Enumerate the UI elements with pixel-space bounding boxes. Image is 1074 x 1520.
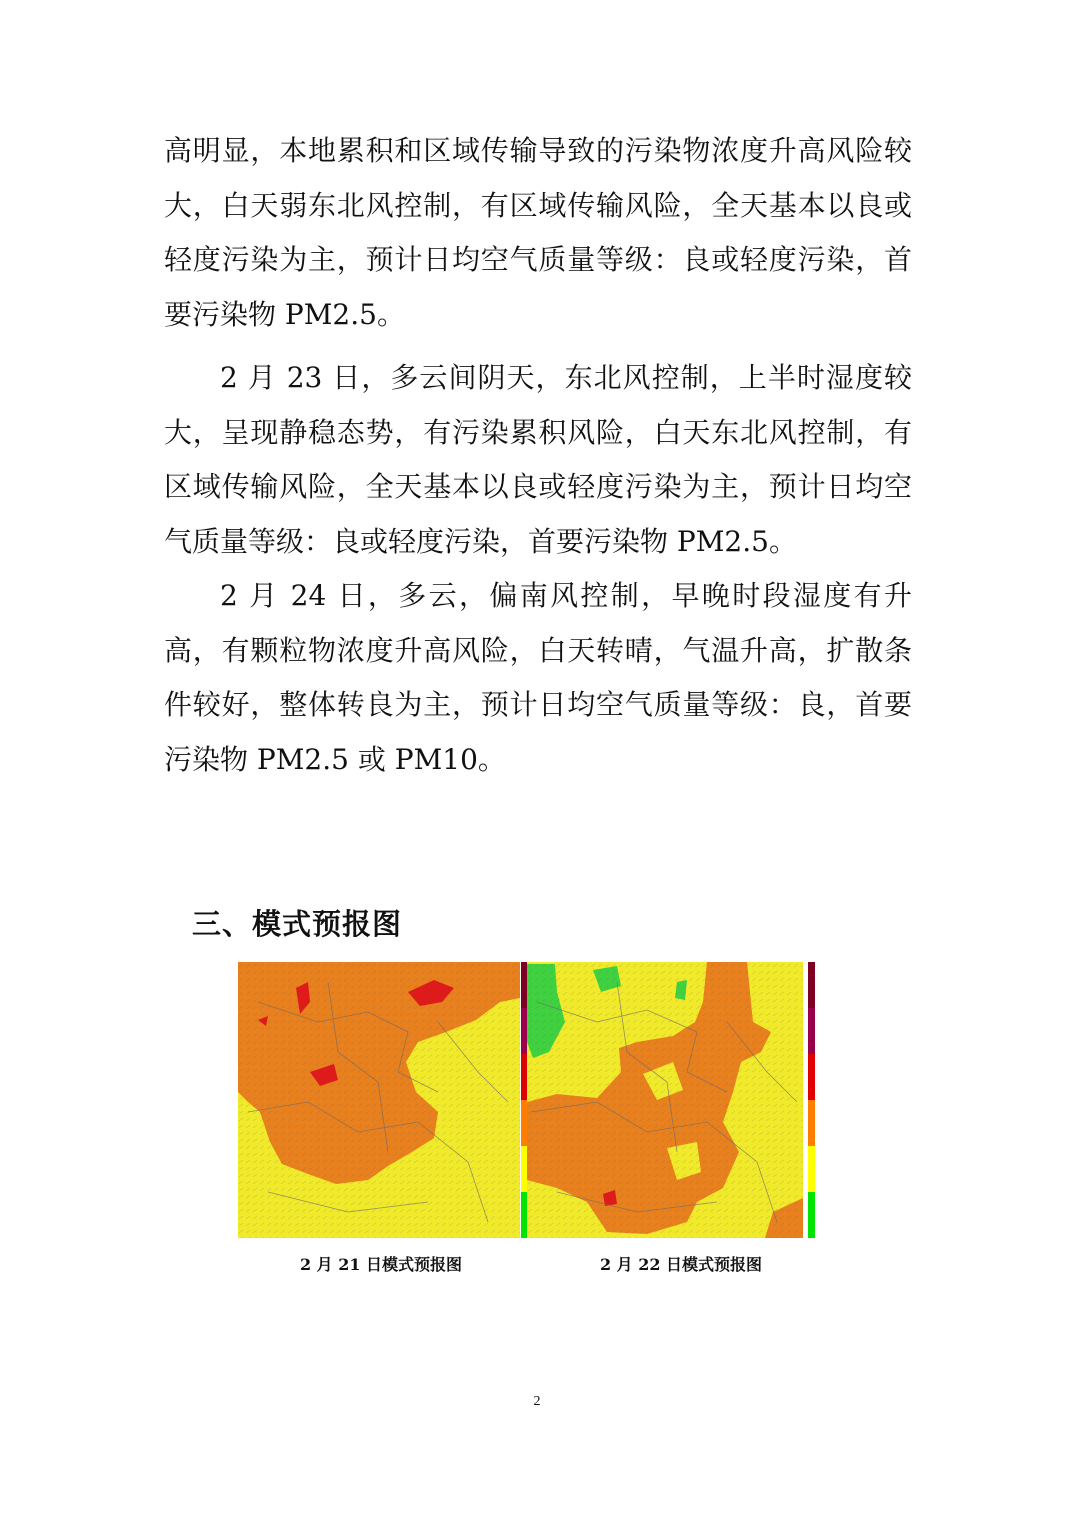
forecast-map-feb21 [238, 962, 528, 1238]
legend-swatch [808, 1054, 815, 1100]
legend-swatch [808, 1192, 815, 1238]
figure-caption-feb21: 2 月 21 日模式预报图 [299, 1255, 463, 1274]
paragraph-1: 高明显，本地累积和区域传输导致的污染物浓度升高风险较大，白天弱东北风控制，有区域传输风险，全天基本以良或轻度污染为主，预计日均空气质量等级：良或轻度污染，首要污染物 PM2.5。 [164, 134, 912, 331]
page-number: 2 [533, 1394, 541, 1409]
figure-caption-feb22: 2 月 22 日模式预报图 [599, 1255, 763, 1274]
paragraph-3: 2 月 24 日，多云，偏南风控制，早晚时段湿度有升高，有颗粒物浓度升高风险，白天转晴，气温升高，扩散条件较好，整体转良为主，预计日均空气质量等级：良，首要污染物 PM2.5 或 PM10。 [164, 579, 912, 776]
legend-swatch [808, 1146, 815, 1192]
legend-swatch [808, 1100, 815, 1146]
forecast-map-feb22 [527, 962, 817, 1238]
legend-swatch [808, 1008, 815, 1054]
legend-swatch [808, 962, 815, 1008]
paragraph-2: 2 月 23 日，多云间阴天，东北风控制，上半时湿度较大，呈现静稳态势，有污染累积风险，白天东北风控制，有区域传输风险，全天基本以良或轻度污染为主，预计日均空气质量等级：良或轻度污染，首要污染物 PM2.5。 [164, 361, 912, 558]
section-heading: 三、模式预报图 [192, 907, 403, 941]
